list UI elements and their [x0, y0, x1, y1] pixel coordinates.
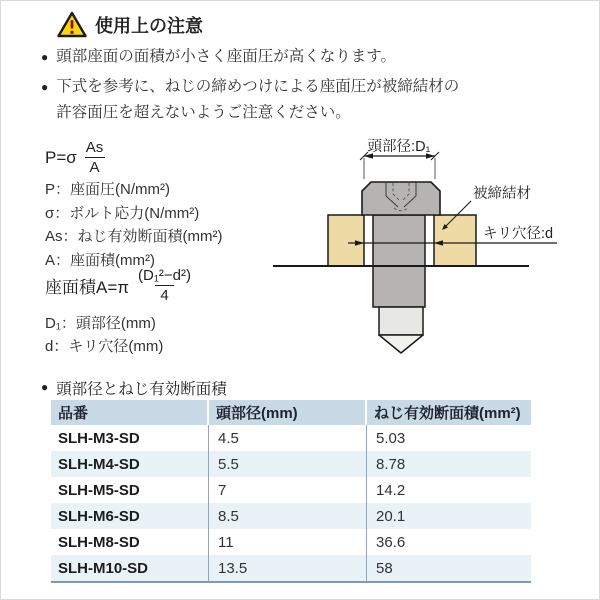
- head-dia-value: 5.5: [209, 451, 367, 477]
- head-diameter-label: 頭部径:D₁: [367, 139, 431, 155]
- head-dia-value: 4.5: [209, 425, 367, 451]
- bullet-icon: ●: [41, 50, 49, 64]
- part-number: SLH-M5-SD: [51, 477, 209, 503]
- part-number: SLH-M8-SD: [51, 529, 209, 555]
- fraction-numerator: As: [85, 139, 104, 156]
- definition-line: P：座面圧(N/mm²): [45, 181, 170, 198]
- area-value: 14.2: [376, 481, 406, 499]
- bullet-icon: ●: [41, 380, 49, 394]
- fraction: [81, 139, 109, 176]
- formula-lhs: 座面積A=π: [45, 278, 129, 297]
- table-row: [51, 555, 531, 581]
- warning-triangle-icon: [57, 11, 87, 38]
- area-value: 58: [367, 555, 531, 581]
- fraction-denominator: A: [85, 157, 105, 176]
- table-title-text: 頭部径とねじ有効断面積: [56, 381, 227, 398]
- clamped-material-left: [328, 215, 364, 266]
- definition-line: D₁：頭部径(mm): [45, 315, 156, 332]
- clamped-material-label: 被締結材: [473, 186, 531, 202]
- notes-list: [41, 44, 473, 130]
- note-item: [41, 44, 473, 70]
- area-value: 5.03: [376, 429, 406, 447]
- fraction-denominator: 4: [155, 285, 173, 304]
- formula-seat-area: [45, 267, 196, 304]
- part-number: SLH-M3-SD: [51, 425, 209, 451]
- definition-line: A：座面積(mm²): [45, 251, 155, 269]
- area-value: 36.6: [376, 533, 406, 551]
- head-dia-value: 7: [209, 477, 367, 503]
- page-title: 使用上の注意: [95, 15, 203, 36]
- clamped-material-right: [434, 215, 476, 266]
- bolt-head: [362, 182, 440, 215]
- part-number: SLH-M10-SD: [51, 555, 209, 581]
- table-row: [51, 477, 531, 503]
- definition-line: d：キリ穴径(mm): [45, 337, 164, 355]
- formula-seat-pressure: [45, 139, 108, 176]
- table-section-title: [41, 377, 227, 399]
- formula1-definitions: [45, 178, 222, 272]
- table-row: [51, 425, 531, 451]
- table-row: [51, 451, 531, 477]
- bolt-tip: [379, 335, 423, 353]
- bullet-icon: ●: [41, 80, 49, 94]
- bolt-shaft: [373, 215, 425, 307]
- note-text: 頭部座面の面積が小さく座面圧が高くなります。: [56, 48, 397, 65]
- definition-line: σ：ボルト応力(N/mm²): [45, 204, 200, 222]
- table-row: [51, 529, 531, 555]
- note-text: 下式を参考に、ねじの締めつけによる座面圧が被締結材の許容面圧を超えないようご注意ください。: [56, 78, 460, 121]
- head-dia-value: 11: [209, 529, 367, 555]
- col-header-head-dia: 頭部径(mm): [209, 400, 367, 425]
- note-item: [41, 74, 473, 126]
- col-header-area: ねじ有効断面積(mm²): [367, 400, 531, 425]
- fraction-numerator: (D₁²−d²): [138, 267, 191, 284]
- usage-notes-header: [57, 11, 203, 38]
- area-value: 8.78: [367, 451, 531, 477]
- definition-line: As：ねじ有効断面積(mm²): [45, 228, 223, 245]
- area-value: 20.1: [367, 503, 531, 529]
- head-dia-value: 13.5: [209, 555, 367, 581]
- formula-lhs: P=σ: [45, 147, 77, 167]
- bolt-pilot-section: [379, 307, 423, 335]
- part-number: SLH-M6-SD: [51, 503, 209, 529]
- formula2-definitions: [45, 313, 163, 358]
- part-number: SLH-M4-SD: [51, 451, 209, 477]
- col-header-part: 品番: [51, 400, 209, 425]
- drill-hole-label: キリ穴径:d: [483, 226, 554, 242]
- spec-table: [51, 400, 531, 583]
- table-row: [51, 503, 531, 529]
- fraction: [133, 267, 196, 304]
- head-dia-value: 8.5: [209, 503, 367, 529]
- table-header-row: [51, 400, 531, 425]
- bolt-diagram: [269, 129, 600, 371]
